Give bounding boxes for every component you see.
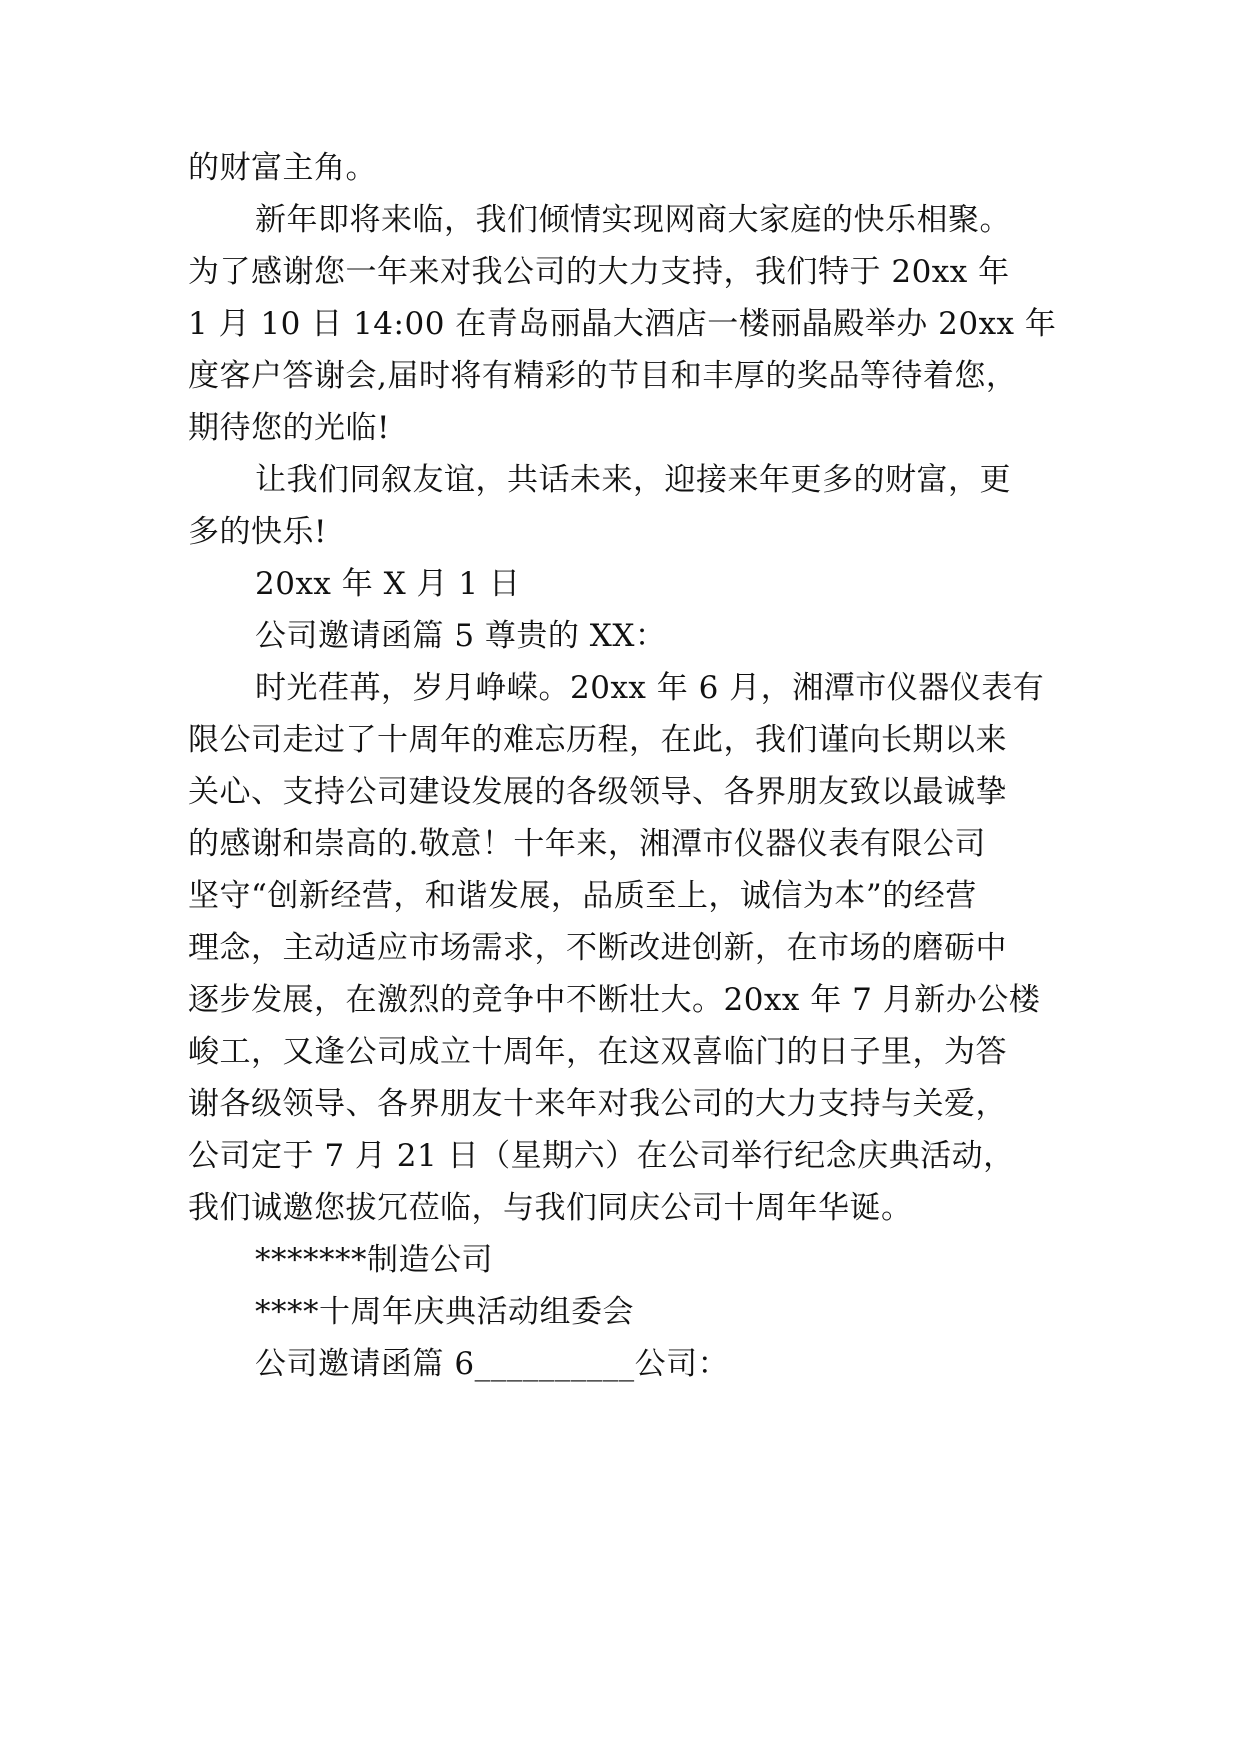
text-line: 多的快乐!: [188, 514, 327, 550]
text-line: 度客户答谢会,届时将有精彩的节目和丰厚的奖品等待着您，: [188, 358, 1018, 394]
text-line: 1 月 10 日 14:00 在青岛丽晶大酒店一楼丽晶殿举办 20xx 年: [188, 306, 1057, 342]
text-line: 公司定于 7 月 21 日（星期六）在公司举行纪念庆典活动，: [188, 1138, 1015, 1174]
text-line: 峻工，又逢公司成立十周年，在这双喜临门的日子里，为答: [188, 1034, 1007, 1070]
section-heading: 公司邀请函篇 5 尊贵的 XX：: [255, 618, 667, 654]
text-line: 关心、支持公司建设发展的各级领导、各界朋友致以最诚挚: [188, 774, 1007, 810]
text-line: 谢各级领导、各界朋友十来年对我公司的大力支持与关爱，: [188, 1086, 1007, 1122]
text-line: 的财富主角。: [188, 150, 377, 186]
text-line: 为了感谢您一年来对我公司的大力支持，我们特于 20xx 年: [188, 254, 1010, 290]
text-line: 期待您的光临!: [188, 410, 390, 446]
text-line: 的感谢和崇高的.敬意！十年来，湘潭市仪器仪表有限公司: [188, 826, 986, 862]
text-line: 时光荏苒，岁月峥嵘。20xx 年 6 月，湘潭市仪器仪表有: [255, 670, 1045, 706]
text-line: 逐步发展，在激烈的竞争中不断壮大。20xx 年 7 月新办公楼: [188, 982, 1041, 1018]
section-heading: 公司邀请函篇 6__________公司：: [255, 1346, 730, 1382]
signature-company: *******制造公司: [255, 1242, 493, 1278]
text-line: 理念，主动适应市场需求，不断改进创新，在市场的磨砺中: [188, 930, 1007, 966]
text-line: 我们诚邀您拔冗莅临，与我们同庆公司十周年华诞。: [188, 1190, 913, 1226]
text-line: 坚守“创新经营，和谐发展，品质至上，诚信为本”的经营: [188, 878, 977, 914]
text-line: 让我们同叙友谊，共话未来，迎接来年更多的财富，更: [255, 462, 1011, 498]
date-line: 20xx 年 X 月 1 日: [255, 566, 521, 602]
text-line: 新年即将来临，我们倾情实现网商大家庭的快乐相聚。: [255, 202, 1011, 238]
signature-committee: ****十周年庆典活动组委会: [255, 1294, 634, 1330]
text-line: 限公司走过了十周年的难忘历程，在此，我们谨向长期以来: [188, 722, 1007, 758]
